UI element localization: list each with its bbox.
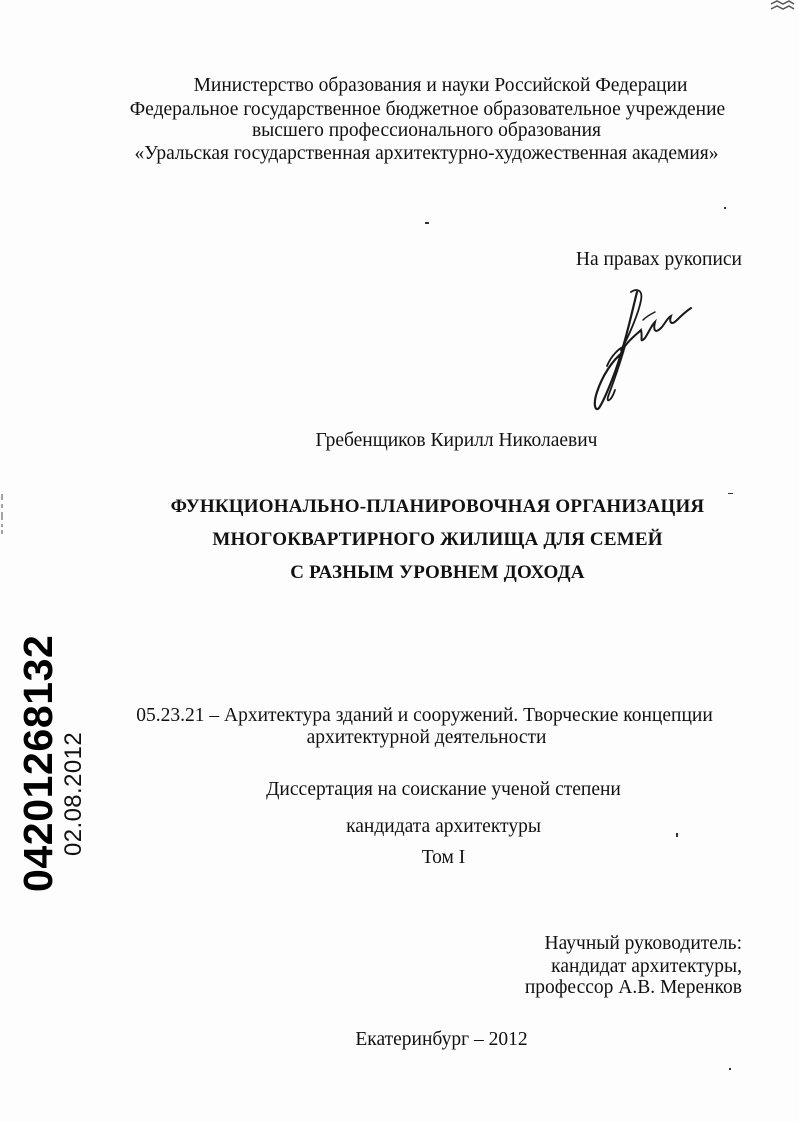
degree-line-2: кандидата архитектуры [346,816,541,837]
library-stamp-number: 04201268132 [15,634,61,892]
specialty-line-2: архитектурной деятельности [306,727,547,748]
volume-label: Том I [421,847,466,868]
specialty-line-1: 05.23.21 – Архитектура зданий и сооружений. Творческие концепции [136,705,713,726]
scan-corner-mark [769,0,795,12]
author-name: Гребенщиков Кирилл Николаевич [315,430,598,451]
city-year: Екатеринбург – 2012 [355,1029,528,1050]
header-institution-type: Федеральное государственное бюджетное образовательное учреждение [129,99,726,120]
scan-speck [425,222,429,224]
supervisor-name: профессор А.В. Меренков [524,977,742,998]
scan-speck [729,1068,731,1070]
title-line-1: ФУНКЦИОНАЛЬНО-ПЛАНИРОВОЧНАЯ ОРГАНИЗАЦИЯ [170,496,705,517]
signature-image [585,286,695,412]
header-education-level: высшего профессионального образования [251,120,602,141]
library-stamp-date: 02.08.2012 [60,731,87,856]
scan-speck [728,493,733,494]
supervisor-degree: кандидат архитектуры, [551,956,742,977]
scan-edge-mark [0,494,4,534]
rights-note: На правах рукописи [575,249,742,270]
degree-line-1: Диссертация на соискание ученой степени [266,779,621,800]
supervisor-heading: Научный руководитель: [544,933,742,954]
header-academy-name: «Уральская государственная архитектурно-художественная академия» [134,143,719,164]
title-line-3: С РАЗНЫМ УРОВНЕМ ДОХОДА [290,562,585,583]
scan-speck [676,833,678,837]
scan-speck [724,207,726,209]
title-line-2: МНОГОКВАРТИРНОГО ЖИЛИЩА ДЛЯ СЕМЕЙ [212,529,663,550]
header-ministry: Министерство образования и науки Российской Федерации [193,75,688,96]
